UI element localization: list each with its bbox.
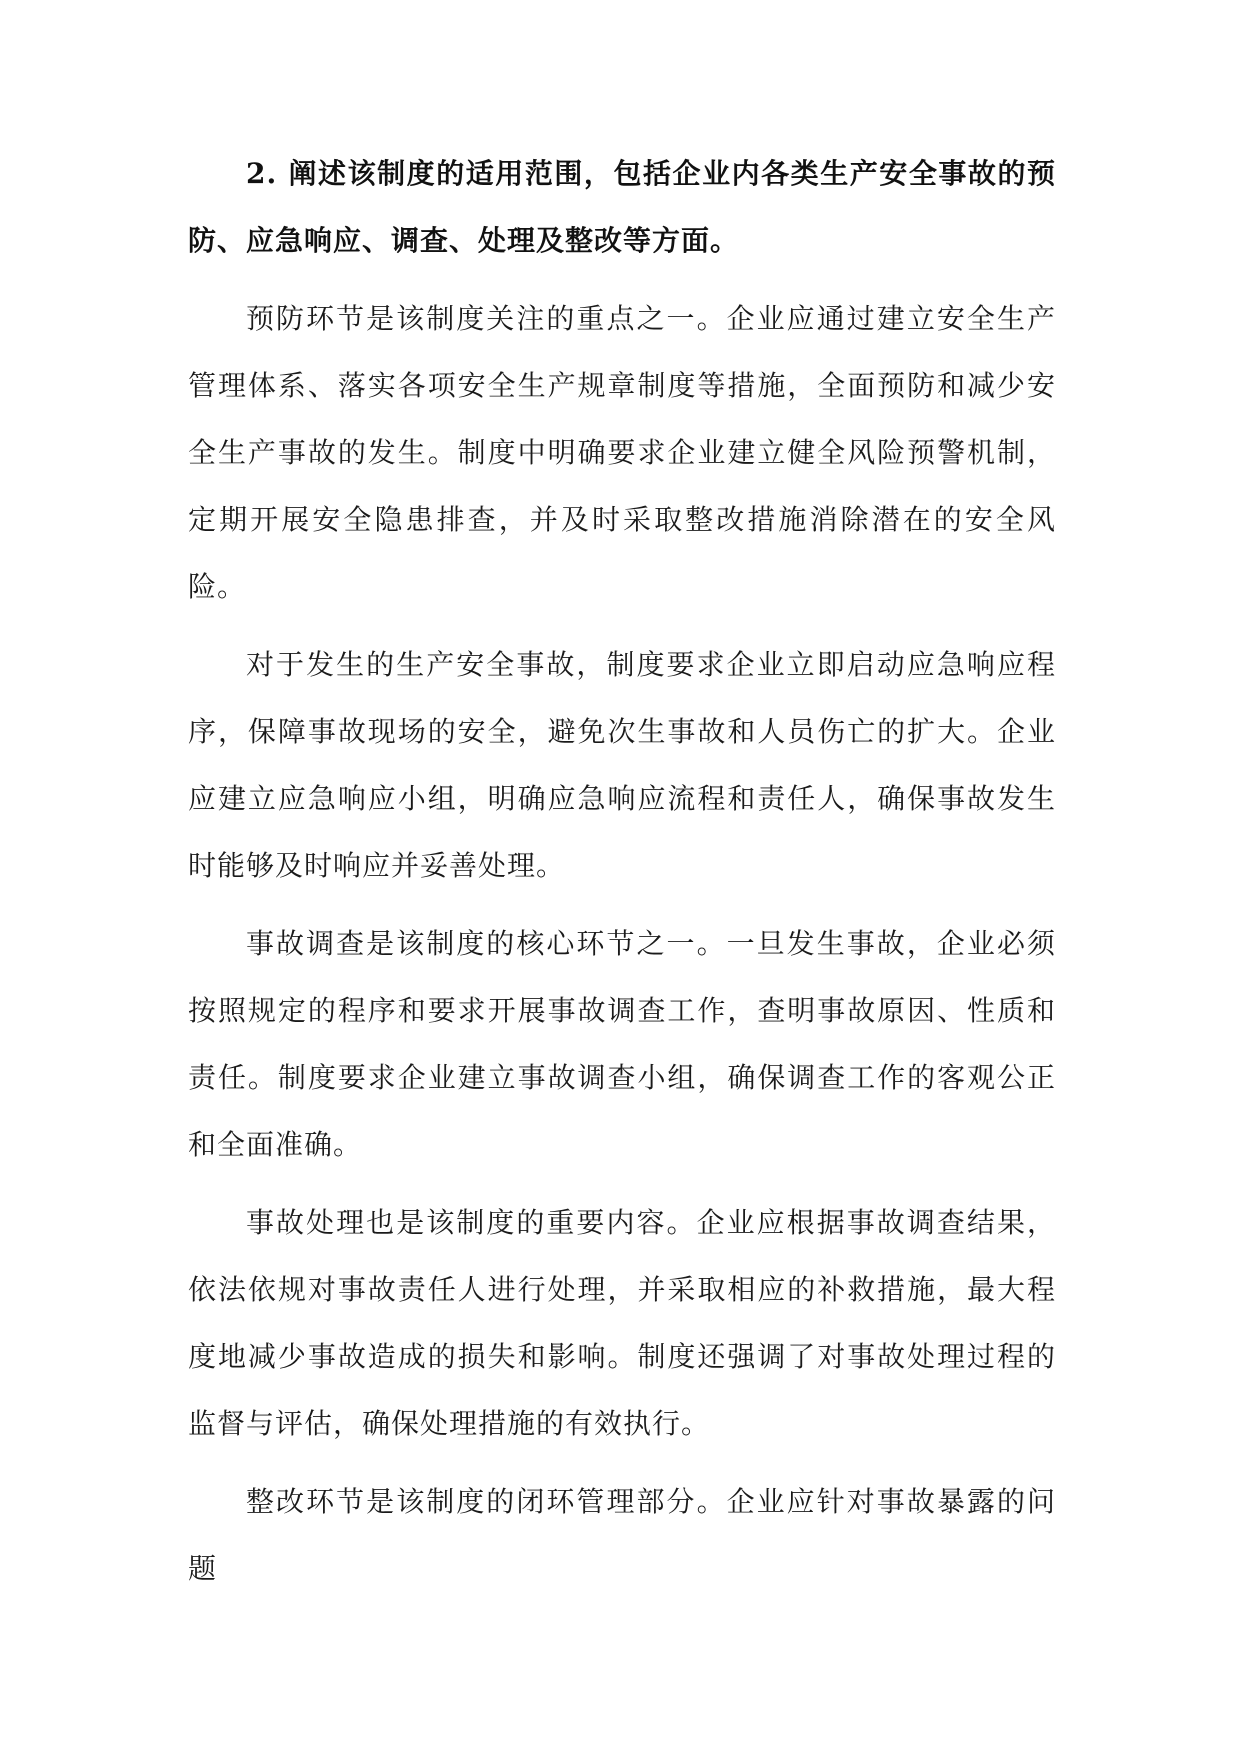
section-heading: 2. 阐述该制度的适用范围，包括企业内各类生产安全事故的预防、应急响应、调查、处理及整改等方面。: [188, 157, 1056, 257]
paragraph-emergency-response: 对于发生的生产安全事故，制度要求企业立即启动应急响应程序，保障事故现场的安全，避免次生事故和人员伤亡的扩大。企业应建立应急响应小组，明确应急响应流程和责任人，确保事故发生时能够及时响应并妥善处理。: [188, 648, 1056, 882]
document-body: [188, 140, 1056, 1613]
paragraph-handling: 事故处理也是该制度的重要内容。企业应根据事故调查结果，依法依规对事故责任人进行处理，并采取相应的补救措施，最大程度地减少事故造成的损失和影响。制度还强调了对事故处理过程的监督与评估，确保处理措施的有效执行。: [188, 1206, 1056, 1440]
paragraph-rectification: 整改环节是该制度的闭环管理部分。企业应针对事故暴露的问题: [188, 1485, 1056, 1585]
paragraph-investigation: 事故调查是该制度的核心环节之一。一旦发生事故，企业必须按照规定的程序和要求开展事故调查工作，查明事故原因、性质和责任。制度要求企业建立事故调查小组，确保调查工作的客观公正和全面准确。: [188, 927, 1056, 1161]
paragraph-prevention: 预防环节是该制度关注的重点之一。企业应通过建立安全生产管理体系、落实各项安全生产规章制度等措施，全面预防和减少安全生产事故的发生。制度中明确要求企业建立健全风险预警机制，定期开展安全隐患排查，并及时采取整改措施消除潜在的安全风险。: [188, 302, 1056, 603]
